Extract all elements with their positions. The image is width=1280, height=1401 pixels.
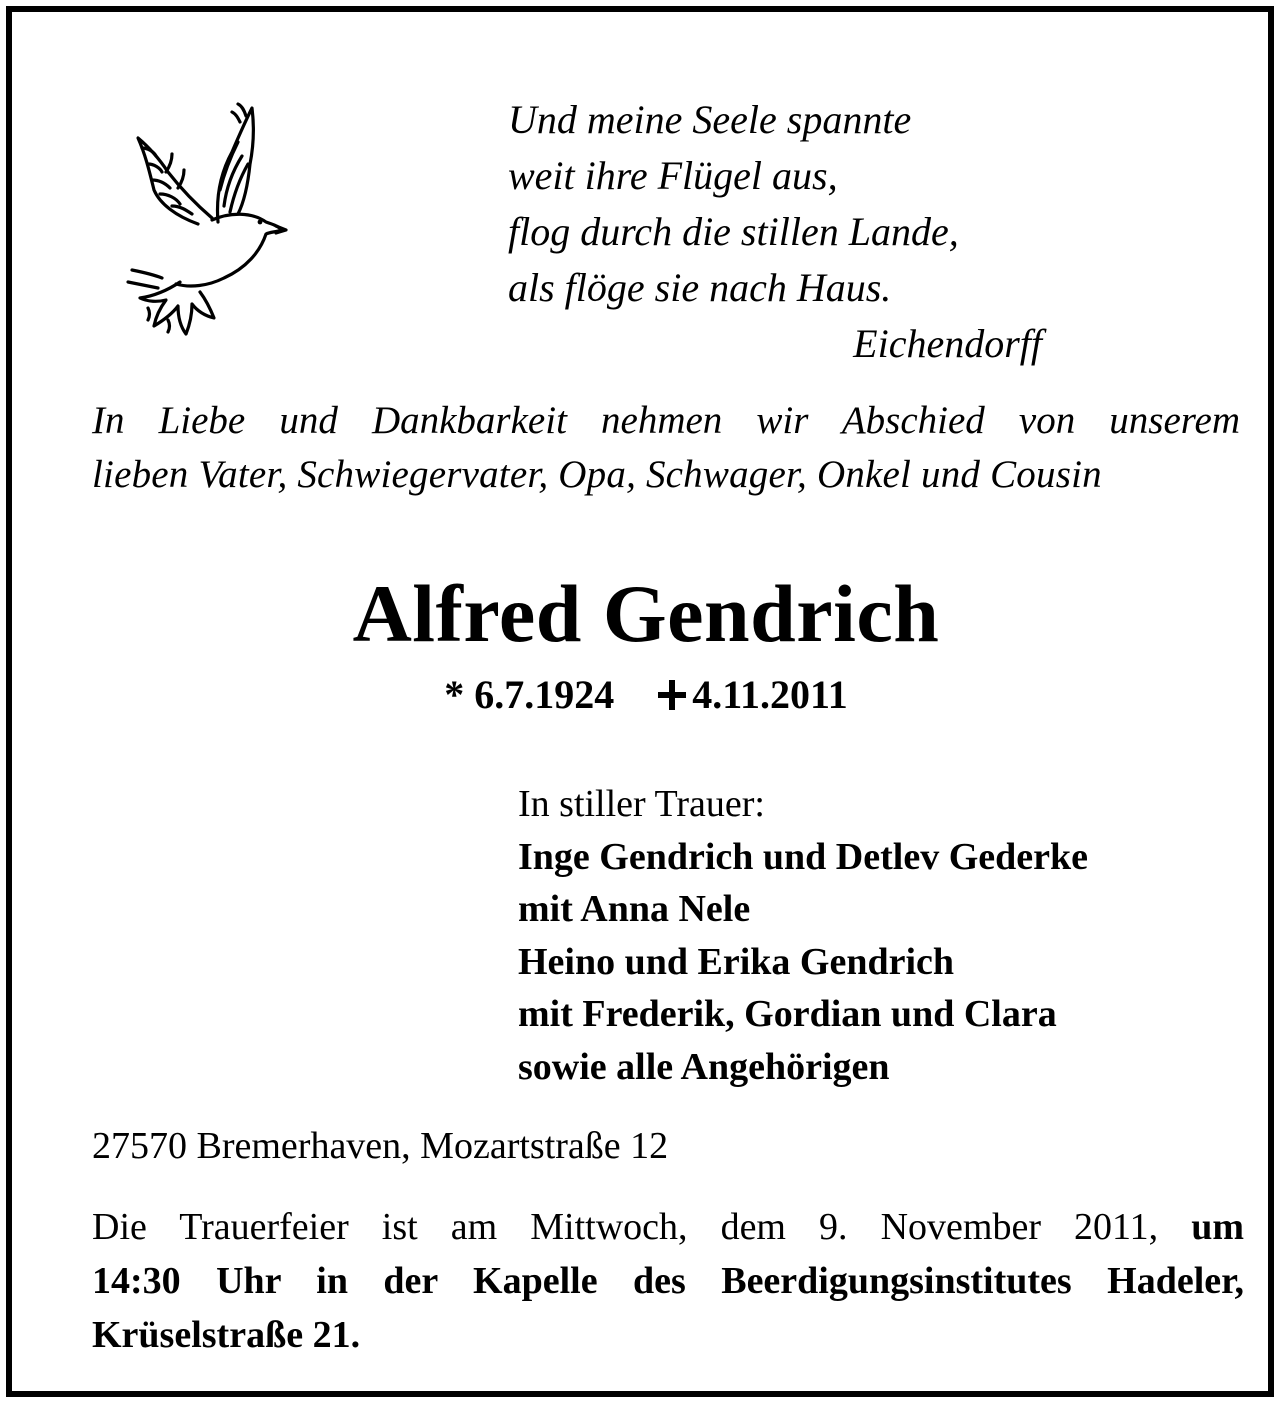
funeral-text-regular: Die Trauerfeier ist am Mittwoch, dem 9. November 2011, (92, 1206, 1159, 1248)
mourner-line: mit Anna Nele (518, 888, 751, 930)
mourner-line: Heino und Erika Gendrich (518, 940, 955, 983)
mourner-line: sowie alle Angehörigen (518, 1045, 890, 1088)
dove-icon (120, 94, 290, 344)
intro-text (92, 394, 1240, 502)
funeral-text-bold: um (1191, 1206, 1244, 1248)
intro-line: lieben Vater, Schwiegervater, Opa, Schwager, Onkel und Cousin (92, 453, 1102, 496)
funeral-line (92, 1308, 1244, 1362)
intro-line: In Liebe und Dankbarkeit nehmen wir Abschied von unserem (92, 399, 1240, 442)
cross-icon (658, 680, 686, 710)
funeral-text-bold: 14:30 Uhr in der Kapelle des Beerdigungsinstitutes Hadeler, (92, 1260, 1244, 1302)
funeral-text-bold: Krüselstraße 21. (92, 1314, 361, 1356)
funeral-line (92, 1254, 1244, 1308)
birth-date: * 6.7.1924 (444, 672, 615, 717)
poem-line: Und meine Seele spannte (508, 97, 912, 142)
life-dates (12, 668, 1280, 722)
notice-frame (6, 6, 1274, 1397)
deceased-name: Alfred Gendrich (352, 568, 940, 659)
mourners-block (518, 778, 1258, 1093)
mourner-line: mit Frederik, Gordian und Clara (518, 993, 1057, 1035)
poem-line: als flöge sie nach Haus. (508, 265, 892, 310)
funeral-line (92, 1200, 1244, 1254)
address: 27570 Bremerhaven, Mozartstraße 12 (92, 1125, 669, 1167)
mourner-line: Inge Gendrich und Detlev Gederke (518, 835, 1088, 878)
mourners-heading: In stiller Trauer: (518, 783, 765, 825)
poem-author: Eichendorff (853, 321, 1042, 366)
poem-line: flog durch die stillen Lande, (508, 209, 959, 254)
poem-line: weit ihre Flügel aus, (508, 153, 838, 198)
poem (508, 92, 1068, 372)
funeral-info (92, 1200, 1244, 1362)
death-date: 4.11.2011 (692, 672, 848, 717)
